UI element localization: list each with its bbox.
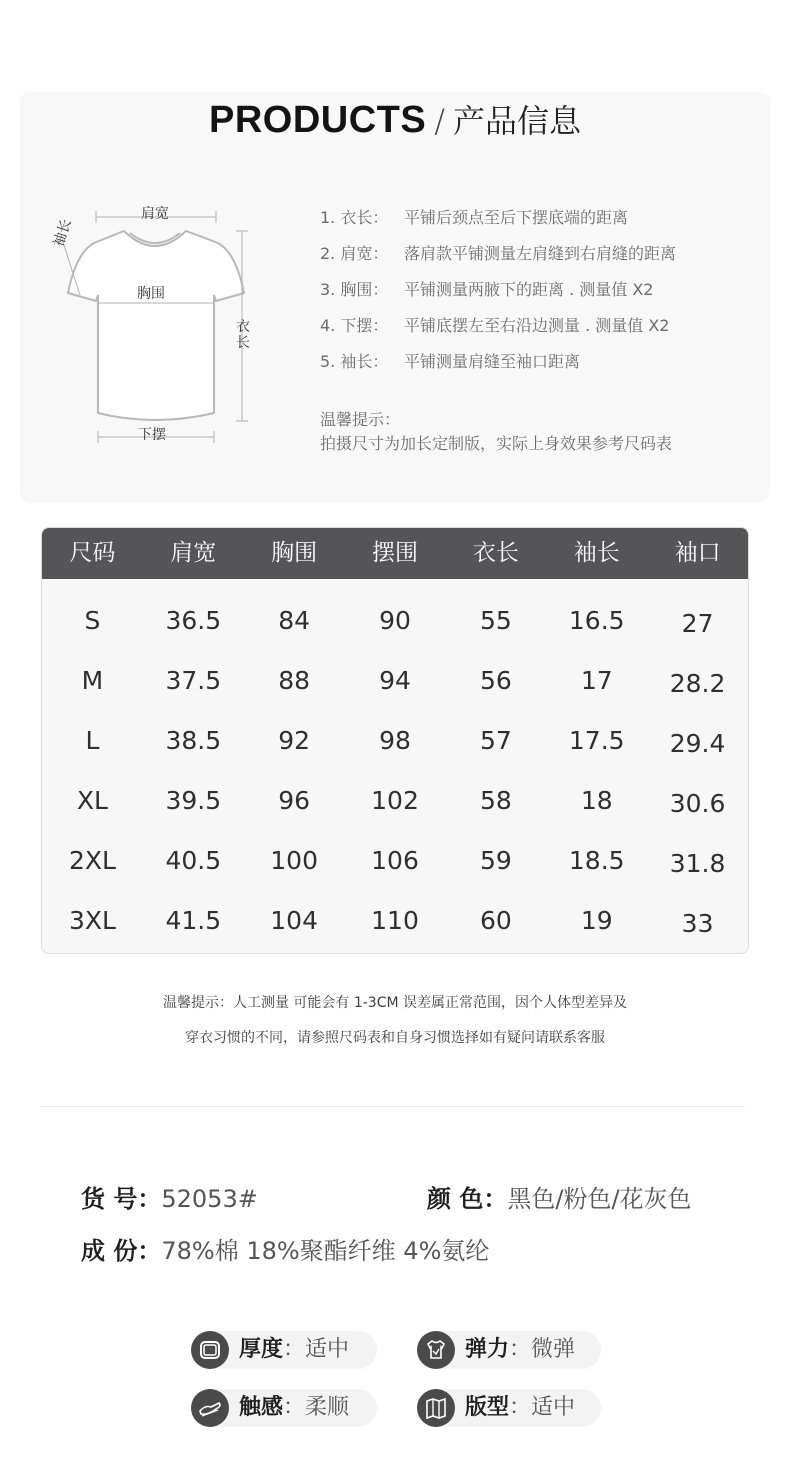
notice-line-1: 温馨提示：人工测量 可能会有 1-3CM 误差属正常范围，因个人体型差异及 (162, 995, 628, 1011)
diagram-label-hem: 下摆 (138, 427, 166, 443)
page-title (0, 96, 790, 142)
table-row: M 37.5 88 94 56 17 28.2 (81, 666, 726, 698)
size-table (41, 527, 749, 954)
table-header (42, 528, 748, 579)
diagram-label-sleeve: 袖长 (50, 217, 75, 249)
table-row: 3XL 41.5 104 110 60 19 33 (68, 906, 714, 938)
tshirt-diagram (40, 195, 270, 455)
col-header-size: 尺码 (69, 540, 116, 566)
touch-icon (191, 1389, 229, 1427)
title-cn: 产品信息 (453, 102, 582, 140)
sku-info (81, 1179, 258, 1214)
col-header-hem: 摆围 (372, 540, 418, 566)
table-row: S 36.5 84 90 55 16.5 27 (84, 606, 714, 638)
stretch-icon (417, 1331, 455, 1369)
measurement-item: 2. 肩宽： 落肩款平铺测量左肩缝到右肩缝的距离 (320, 244, 677, 263)
feature-touch: 触感：柔顺 (191, 1389, 377, 1427)
notice-line-2: 穿衣习惯的不同，请参照尺码表和自身习惯选择如有疑问请联系客服 (185, 1030, 605, 1046)
title-en: PRODUCTS (208, 99, 427, 141)
measurement-item: 5. 袖长： 平铺测量肩缝至袖口距离 (320, 352, 581, 371)
material-label: 成 份： (81, 1237, 162, 1265)
tip-title: 温馨提示： (320, 410, 401, 429)
col-header-length: 衣长 (472, 540, 519, 566)
measurement-item: 1. 衣长： 平铺后颈点至后下摆底端的距离 (320, 208, 629, 227)
color-info (427, 1179, 692, 1214)
col-header-chest: 胸围 (271, 540, 318, 566)
table-row: L 38.5 92 98 57 17.5 29.4 (85, 726, 726, 758)
thickness-icon (191, 1331, 229, 1369)
material-info (81, 1231, 489, 1266)
fit-icon (417, 1389, 455, 1427)
color-label: 颜 色： (427, 1185, 508, 1213)
diagram-label-length: 衣长 (236, 319, 250, 351)
tip-text: 拍摄尺寸为加长定制版，实际上身效果参考尺码表 (320, 434, 673, 453)
measurement-item: 3. 胸围： 平铺测量两腋下的距离 . 测量值 X2 (320, 280, 654, 299)
feature-thickness: 厚度：适中 (191, 1331, 377, 1369)
sku-label: 货 号： (81, 1185, 162, 1213)
table-row: XL 39.5 96 102 58 18 30.6 (76, 786, 726, 818)
sku-value: 52053# (161, 1185, 258, 1213)
diagram-label-chest: 胸围 (137, 286, 165, 302)
diagram-label-shoulder: 肩宽 (141, 206, 169, 222)
col-header-sleeve: 袖长 (573, 540, 620, 566)
measurement-guide (320, 205, 760, 385)
feature-stretch: 弹力：微弹 (417, 1331, 601, 1369)
table-body (42, 579, 748, 954)
section-divider (40, 1106, 745, 1107)
table-row: 2XL 40.5 100 106 59 18.5 31.8 (68, 846, 726, 878)
title-separator: / (434, 102, 445, 140)
feature-fit: 版型：适中 (417, 1389, 601, 1427)
col-header-shoulder: 肩宽 (170, 540, 217, 566)
col-header-cuff: 袖口 (674, 540, 721, 566)
material-value: 78%棉 18%聚酯纤维 4%氨纶 (161, 1237, 490, 1265)
color-value: 黑色/粉色/花灰色 (507, 1185, 692, 1213)
measurement-item: 4. 下摆： 平铺底摆左至右沿边测量 . 测量值 X2 (320, 316, 670, 335)
